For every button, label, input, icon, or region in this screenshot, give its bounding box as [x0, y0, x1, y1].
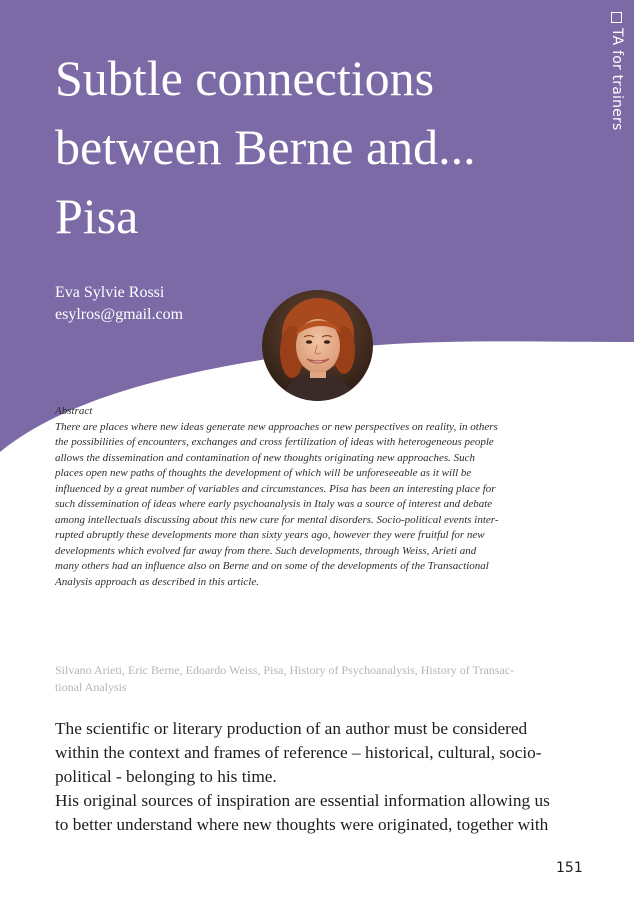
abstract-line: among intellectuals discussing about this new cure for mental disorders. Socio-political events inter-: [55, 513, 499, 526]
body-line: to better understand where new thoughts were originated, together with: [55, 815, 549, 834]
page-number: 151: [556, 860, 583, 876]
section-side-tab: [597, 12, 631, 142]
abstract-section: [55, 404, 585, 590]
keywords-line: Silvano Arieti, Eric Berne, Edoardo Weiss, Pisa, History of Psychoanalysis, History of Transac-: [55, 663, 515, 677]
body-line: political - belonging to his time.: [55, 767, 277, 786]
abstract-line: the possibilities of encounters, exchanges and cross fertilization of ideas with heterogeneous people: [55, 436, 494, 448]
abstract-line: influenced by a great number of variables and circumstances. Pisa has been an interesting place for: [55, 482, 496, 495]
abstract-line: places open new paths of thoughts the development of which will be unforeseeable as it will be: [55, 467, 472, 479]
title-line: Pisa: [55, 188, 139, 244]
author-email[interactable]: esylros@gmail.com: [55, 306, 184, 323]
abstract-line: such dissemination of ideas where early psychoanalysis in Italy was a source of interest and debate: [55, 498, 493, 510]
abstract-heading: Abstract: [55, 405, 93, 417]
title-line: between Berne and...: [55, 119, 476, 175]
body-line: The scientific or literary production of an author must be considered: [55, 719, 528, 738]
author-block: [55, 282, 183, 326]
abstract-line: Analysis approach as described in this article.: [55, 575, 259, 588]
title-line: Subtle connections: [55, 50, 435, 106]
body-line: within the context and frames of reference – historical, cultural, socio-: [55, 743, 542, 762]
keywords-section: [55, 662, 575, 696]
portrait-image: [262, 290, 373, 401]
abstract-line: There are places where new ideas generate new approaches or new perspectives on reality, in others: [55, 420, 498, 433]
author-name: Eva Sylvie Rossi: [55, 284, 165, 301]
abstract-line: rupted abruptly these developments more than sixty years ago, however they were fruitful for new: [55, 529, 485, 541]
section-tab-label: TA for trainers: [609, 28, 625, 131]
keywords-line: tional Analysis: [55, 680, 127, 694]
article-title: [55, 44, 575, 251]
author-portrait: [262, 290, 373, 401]
checkbox-square-icon: [612, 12, 623, 23]
abstract-line: many others had an influence also on Berne and on some of the developments of the Transactional: [55, 560, 489, 572]
abstract-line: developments which evolved far away from there. Such developments, through Weiss, Arieti and: [55, 544, 477, 557]
body-line: His original sources of inspiration are essential information allowing us: [55, 791, 550, 810]
article-body: [55, 717, 595, 837]
abstract-line: allows the dissemination and contamination of new thoughts originating new approaches. Such: [55, 451, 476, 464]
